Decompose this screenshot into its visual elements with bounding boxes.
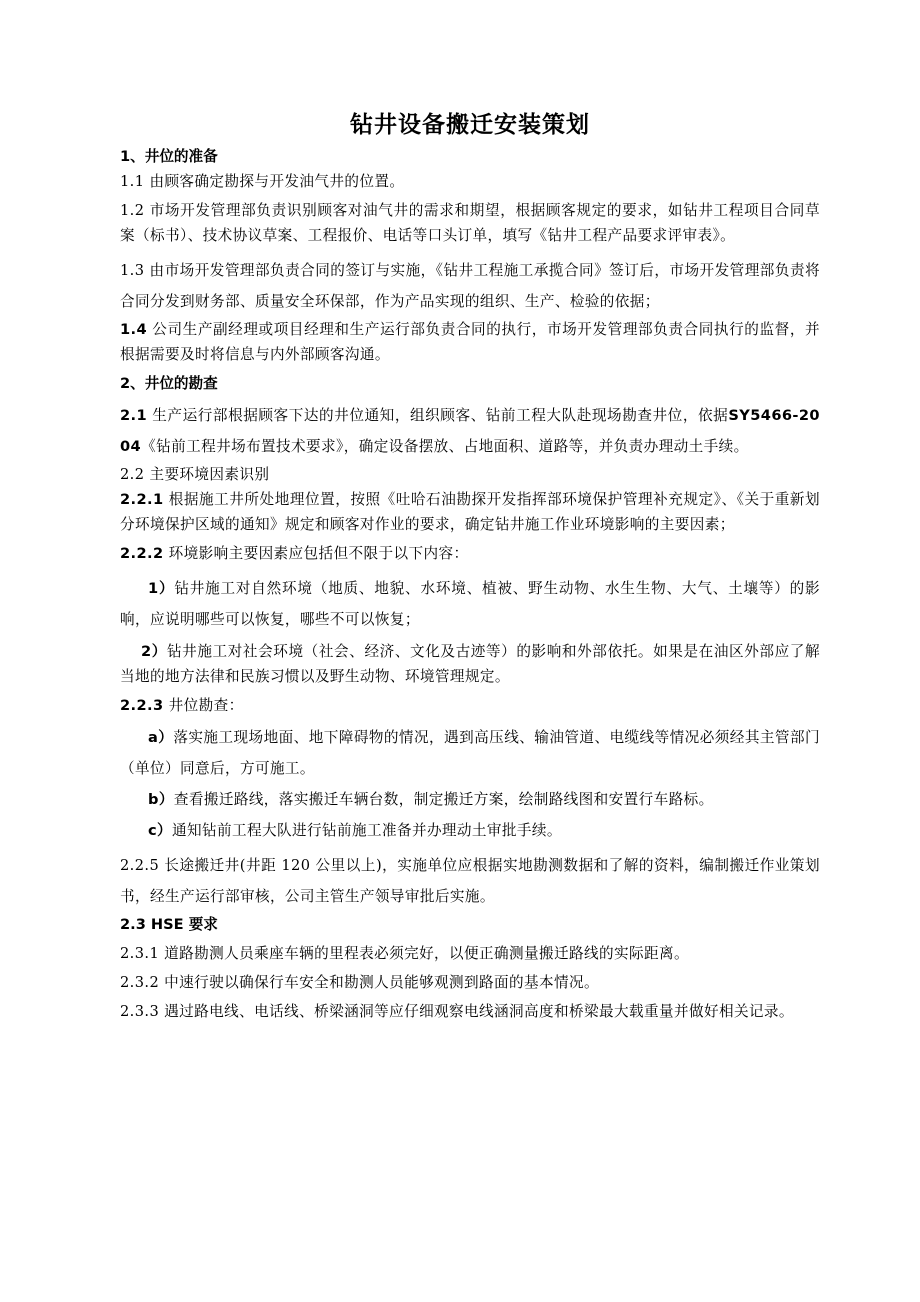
list-item-c-letter: c）	[148, 822, 173, 839]
paragraph-2-2-2-number: 2.2.2	[120, 545, 164, 562]
section-1-heading: 1、井位的准备	[120, 148, 218, 165]
paragraph-2-3-1: 2.3.1 道路勘测人员乘座车辆的里程表必须完好，以便正确测量搬迁路线的实际距离。	[120, 945, 689, 962]
paragraph-2-1-text-b: 《钻前工程井场布置技术要求》，确定设备摆放、占地面积、道路等，并负责办理动土手续。	[141, 438, 749, 455]
paragraph-2-1-number: 2.1	[120, 407, 148, 424]
list-item-1-text: 钻井施工对自然环境（地质、地貌、水环境、植被、野生动物、水生生物、大气、土壤等）的影响，应说明哪些可以恢复，哪些不可以恢复；	[120, 580, 820, 628]
paragraph-2-3-2: 2.3.2 中速行驶以确保行车安全和勘测人员能够观测到路面的基本情况。	[120, 974, 599, 991]
paragraph-2-2-5: 2.2.5 长途搬迁井(井距 120 公里以上)，实施单位应根据实地勘测数据和了解的资料，编制搬迁作业策划书，经生产运行部审核，公司主管生产领导审批后实施。	[120, 857, 820, 905]
standard-code: SY5466-2004	[120, 407, 820, 455]
list-item-c	[120, 815, 820, 846]
paragraph-2-2-3	[120, 693, 820, 718]
paragraph-1-4-text: 公司生产副经理或项目经理和生产运行部负责合同的执行，市场开发管理部负责合同执行的监督，并根据需要及时将信息与内外部顾客沟通。	[120, 321, 820, 363]
document-page	[120, 108, 820, 1024]
list-item-2-number: 2）	[141, 643, 167, 660]
paragraph-2-2-1	[120, 487, 820, 537]
paragraph-2-2: 2.2 主要环境因素识别	[120, 466, 270, 483]
list-item-b-text: 查看搬迁路线，落实搬迁车辆台数，制定搬迁方案，绘制路线图和安置行车路标。	[173, 791, 714, 808]
paragraph-2-2-1-text: 根据施工井所处地理位置，按照《吐哈石油勘探开发指挥部环境保护管理补充规定》、《关于重新划分环境保护区域的通知》规定和顾客对作业的要求，确定钻井施工作业环境影响的主要因素；	[120, 491, 820, 533]
paragraph-2-3-3: 2.3.3 遇过路电线、电话线、桥梁涵洞等应仔细观察电线涵洞高度和桥梁最大载重量并做好相关记录。	[120, 1003, 794, 1020]
paragraph-2-2-2-text: 环境影响主要因素应包括但不限于以下内容：	[163, 545, 469, 562]
list-item-1	[120, 573, 820, 635]
paragraph-1-1: 1.1 由顾客确定勘探与开发油气井的位置。	[120, 173, 405, 190]
paragraph-2-2-3-text: 井位勘查：	[163, 697, 244, 714]
list-item-2-text: 钻井施工对社会环境（社会、经济、文化及古迹等）的影响和外部依托。如果是在油区外部应了解当地的地方法律和民族习惯以及野生动物、环境管理规定。	[120, 643, 820, 685]
paragraph-2-2-2	[120, 541, 820, 566]
list-item-a	[120, 722, 820, 784]
paragraph-2-3-heading: 2.3 HSE 要求	[120, 916, 218, 933]
paragraph-2-1	[120, 400, 820, 462]
list-item-b-letter: b）	[148, 791, 174, 808]
paragraph-2-2-3-number: 2.2.3	[120, 697, 164, 714]
list-item-2	[120, 639, 820, 689]
paragraph-1-2: 1.2 市场开发管理部负责识别顾客对油气井的需求和期望，根据顾客规定的要求，如钻井工程项目合同草案（标书）、技术协议草案、工程报价、电话等口头订单，填写《钻井工程产品要求评审表》。	[120, 202, 820, 244]
paragraph-1-4-number: 1.4	[120, 321, 148, 338]
list-item-c-text: 通知钻前工程大队进行钻前施工准备并办理动土审批手续。	[172, 822, 562, 839]
section-2-heading: 2、井位的勘查	[120, 375, 218, 392]
list-item-1-number: 1）	[148, 580, 175, 597]
list-item-a-letter: a）	[148, 729, 174, 746]
list-item-a-text: 落实施工现场地面、地下障碍物的情况，遇到高压线、输油管道、电缆线等情况必须经其主管部门（单位）同意后，方可施工。	[120, 729, 820, 777]
list-item-b	[120, 784, 820, 815]
paragraph-2-2-1-number: 2.2.1	[120, 491, 164, 508]
document-title: 钻井设备搬迁安装策划	[350, 112, 590, 138]
paragraph-1-3: 1.3 由市场开发管理部负责合同的签订与实施，《钻井工程施工承揽合同》签订后，市场开发管理部负责将合同分发到财务部、质量安全环保部，作为产品实现的组织、生产、检验的依据；	[120, 262, 820, 310]
paragraph-2-1-text-a: 生产运行部根据顾客下达的井位通知，组织顾客、钻前工程大队赴现场勘查井位，依据	[147, 407, 729, 424]
paragraph-1-4	[120, 317, 820, 367]
